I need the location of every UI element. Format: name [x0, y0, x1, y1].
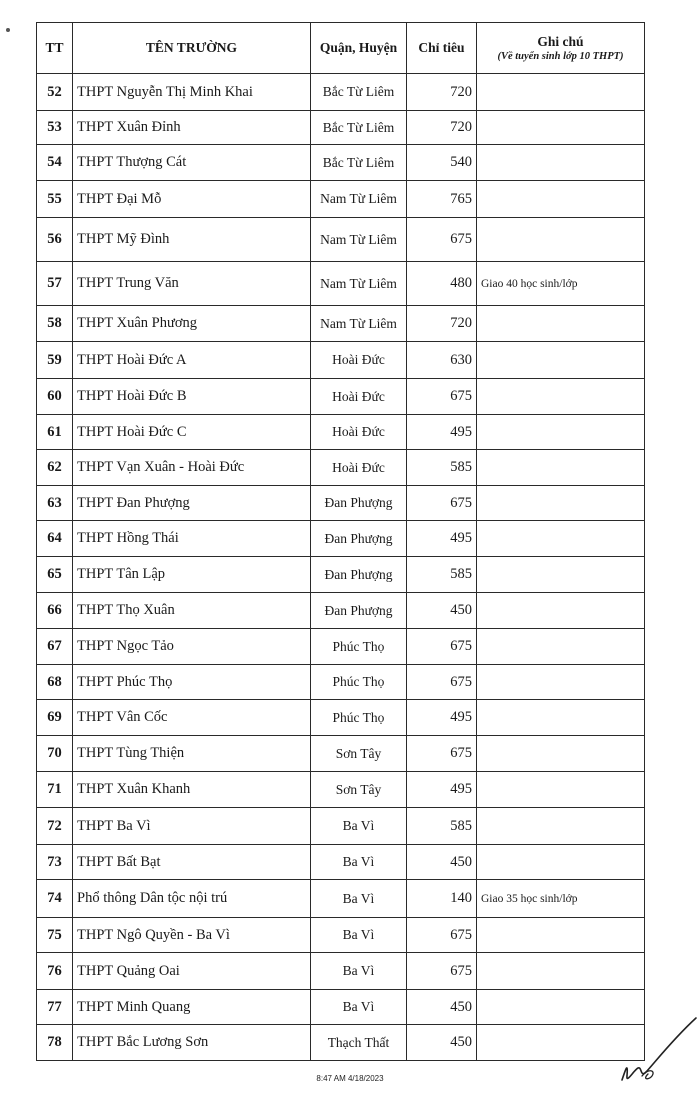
row-index: 55 — [37, 181, 73, 218]
table-row — [37, 74, 645, 111]
row-index: 71 — [37, 772, 73, 808]
row-index: 58 — [37, 306, 73, 342]
school-name: THPT Mỹ Đình — [73, 218, 311, 262]
note-text — [477, 629, 645, 665]
quota-value: 720 — [407, 74, 477, 111]
row-index: 73 — [37, 845, 73, 880]
district-name: Ba Vì — [311, 845, 407, 880]
row-index: 62 — [37, 450, 73, 486]
header-note-title: Ghi chú — [537, 34, 584, 49]
row-index: 59 — [37, 342, 73, 379]
quota-value: 450 — [407, 593, 477, 629]
quota-value: 675 — [407, 953, 477, 990]
note-text — [477, 700, 645, 736]
table-body — [37, 74, 645, 1061]
note-text — [477, 111, 645, 145]
table-row — [37, 557, 645, 593]
signature-mark — [612, 1010, 700, 1090]
row-index: 53 — [37, 111, 73, 145]
district-name: Nam Từ Liêm — [311, 306, 407, 342]
table-row — [37, 415, 645, 450]
note-text — [477, 736, 645, 772]
note-text — [477, 486, 645, 521]
district-name: Ba Vì — [311, 990, 407, 1025]
school-name: THPT Đan Phượng — [73, 486, 311, 521]
school-name: THPT Xuân Phương — [73, 306, 311, 342]
table-row — [37, 486, 645, 521]
row-index: 78 — [37, 1025, 73, 1061]
district-name: Hoài Đức — [311, 379, 407, 415]
quota-value: 450 — [407, 845, 477, 880]
note-text — [477, 450, 645, 486]
quota-value: 450 — [407, 990, 477, 1025]
row-index: 69 — [37, 700, 73, 736]
quota-value: 720 — [407, 111, 477, 145]
quota-value: 630 — [407, 342, 477, 379]
school-name: THPT Ngọc Tảo — [73, 629, 311, 665]
table-row — [37, 700, 645, 736]
table-row — [37, 111, 645, 145]
quota-value: 495 — [407, 415, 477, 450]
school-name: THPT Tùng Thiện — [73, 736, 311, 772]
header-tt: TT — [37, 23, 73, 74]
table-row — [37, 262, 645, 306]
scan-speck — [6, 28, 10, 32]
row-index: 52 — [37, 74, 73, 111]
print-timestamp: 8:47 AM 4/18/2023 — [316, 1074, 384, 1083]
row-index: 65 — [37, 557, 73, 593]
school-name: THPT Trung Văn — [73, 262, 311, 306]
row-index: 60 — [37, 379, 73, 415]
row-index: 70 — [37, 736, 73, 772]
quota-value: 450 — [407, 1025, 477, 1061]
note-text — [477, 772, 645, 808]
table-row — [37, 306, 645, 342]
school-name: THPT Ba Vì — [73, 808, 311, 845]
note-text — [477, 557, 645, 593]
district-name: Đan Phượng — [311, 486, 407, 521]
district-name: Thạch Thất — [311, 1025, 407, 1061]
school-name: THPT Thượng Cát — [73, 145, 311, 181]
table-row — [37, 808, 645, 845]
quota-value: 675 — [407, 379, 477, 415]
district-name: Ba Vì — [311, 880, 407, 918]
district-name: Đan Phượng — [311, 557, 407, 593]
quota-value: 585 — [407, 450, 477, 486]
school-name: THPT Bất Bạt — [73, 845, 311, 880]
table-row — [37, 450, 645, 486]
table-row — [37, 181, 645, 218]
note-text — [477, 808, 645, 845]
table-row — [37, 1025, 645, 1061]
school-name: Phổ thông Dân tộc nội trú — [73, 880, 311, 918]
note-text — [477, 918, 645, 953]
school-name: THPT Hoài Đức B — [73, 379, 311, 415]
table-row — [37, 145, 645, 181]
note-text: Giao 40 học sinh/lớp — [477, 262, 645, 306]
district-name: Nam Từ Liêm — [311, 181, 407, 218]
school-name: THPT Vạn Xuân - Hoài Đức — [73, 450, 311, 486]
school-name: THPT Phúc Thọ — [73, 665, 311, 700]
school-name: THPT Xuân Đỉnh — [73, 111, 311, 145]
note-text — [477, 665, 645, 700]
district-name: Ba Vì — [311, 808, 407, 845]
school-name: THPT Nguyễn Thị Minh Khai — [73, 74, 311, 111]
note-text — [477, 218, 645, 262]
district-name: Sơn Tây — [311, 772, 407, 808]
school-name: THPT Thọ Xuân — [73, 593, 311, 629]
row-index: 61 — [37, 415, 73, 450]
district-name: Hoài Đức — [311, 450, 407, 486]
table-row — [37, 918, 645, 953]
quota-value: 585 — [407, 808, 477, 845]
quota-value: 675 — [407, 218, 477, 262]
quota-value: 675 — [407, 918, 477, 953]
note-text — [477, 74, 645, 111]
quota-value: 480 — [407, 262, 477, 306]
quota-value: 765 — [407, 181, 477, 218]
district-name: Bắc Từ Liêm — [311, 145, 407, 181]
table-row — [37, 953, 645, 990]
table-header-row — [37, 23, 645, 74]
district-name: Ba Vì — [311, 918, 407, 953]
school-name: THPT Bắc Lương Sơn — [73, 1025, 311, 1061]
row-index: 64 — [37, 521, 73, 557]
row-index: 66 — [37, 593, 73, 629]
table-row — [37, 736, 645, 772]
school-name: THPT Vân Cốc — [73, 700, 311, 736]
note-text — [477, 521, 645, 557]
row-index: 57 — [37, 262, 73, 306]
note-text — [477, 415, 645, 450]
table-row — [37, 593, 645, 629]
quota-value: 495 — [407, 772, 477, 808]
quota-value: 585 — [407, 557, 477, 593]
row-index: 74 — [37, 880, 73, 918]
district-name: Phúc Thọ — [311, 629, 407, 665]
district-name: Nam Từ Liêm — [311, 262, 407, 306]
table-row — [37, 880, 645, 918]
row-index: 63 — [37, 486, 73, 521]
district-name: Phúc Thọ — [311, 665, 407, 700]
note-text — [477, 306, 645, 342]
table-row — [37, 379, 645, 415]
table-row — [37, 990, 645, 1025]
school-name: THPT Xuân Khanh — [73, 772, 311, 808]
quota-value: 495 — [407, 521, 477, 557]
note-text: Giao 35 học sinh/lớp — [477, 880, 645, 918]
row-index: 67 — [37, 629, 73, 665]
quota-value: 540 — [407, 145, 477, 181]
table-row — [37, 772, 645, 808]
table-row — [37, 218, 645, 262]
district-name: Sơn Tây — [311, 736, 407, 772]
table-row — [37, 629, 645, 665]
quota-value: 675 — [407, 736, 477, 772]
row-index: 54 — [37, 145, 73, 181]
note-text — [477, 145, 645, 181]
quota-table-page — [36, 22, 644, 1061]
table-row — [37, 342, 645, 379]
quota-value: 675 — [407, 486, 477, 521]
quota-value: 720 — [407, 306, 477, 342]
school-name: THPT Quảng Oai — [73, 953, 311, 990]
school-name: THPT Hồng Thái — [73, 521, 311, 557]
district-name: Nam Từ Liêm — [311, 218, 407, 262]
header-note — [477, 23, 645, 74]
row-index: 77 — [37, 990, 73, 1025]
header-district: Quận, Huyện — [311, 23, 407, 74]
table-row — [37, 665, 645, 700]
note-text — [477, 379, 645, 415]
school-name: THPT Đại Mỗ — [73, 181, 311, 218]
row-index: 72 — [37, 808, 73, 845]
quota-value: 140 — [407, 880, 477, 918]
table-row — [37, 521, 645, 557]
note-text — [477, 181, 645, 218]
note-text — [477, 845, 645, 880]
note-text — [477, 593, 645, 629]
quota-value: 675 — [407, 665, 477, 700]
school-name: THPT Ngô Quyền - Ba Vì — [73, 918, 311, 953]
quota-table — [36, 22, 645, 1061]
row-index: 56 — [37, 218, 73, 262]
row-index: 76 — [37, 953, 73, 990]
header-note-subtitle: (Về tuyển sinh lớp 10 THPT) — [497, 51, 624, 62]
school-name: THPT Hoài Đức C — [73, 415, 311, 450]
district-name: Bắc Từ Liêm — [311, 111, 407, 145]
quota-value: 675 — [407, 629, 477, 665]
row-index: 75 — [37, 918, 73, 953]
district-name: Hoài Đức — [311, 415, 407, 450]
district-name: Hoài Đức — [311, 342, 407, 379]
table-row — [37, 845, 645, 880]
district-name: Bắc Từ Liêm — [311, 74, 407, 111]
district-name: Đan Phượng — [311, 593, 407, 629]
district-name: Đan Phượng — [311, 521, 407, 557]
note-text — [477, 342, 645, 379]
district-name: Ba Vì — [311, 953, 407, 990]
row-index: 68 — [37, 665, 73, 700]
header-school-name: TÊN TRƯỜNG — [73, 23, 311, 74]
note-text — [477, 953, 645, 990]
school-name: THPT Tân Lập — [73, 557, 311, 593]
school-name: THPT Hoài Đức A — [73, 342, 311, 379]
quota-value: 495 — [407, 700, 477, 736]
header-quota: Chỉ tiêu — [407, 23, 477, 74]
school-name: THPT Minh Quang — [73, 990, 311, 1025]
district-name: Phúc Thọ — [311, 700, 407, 736]
